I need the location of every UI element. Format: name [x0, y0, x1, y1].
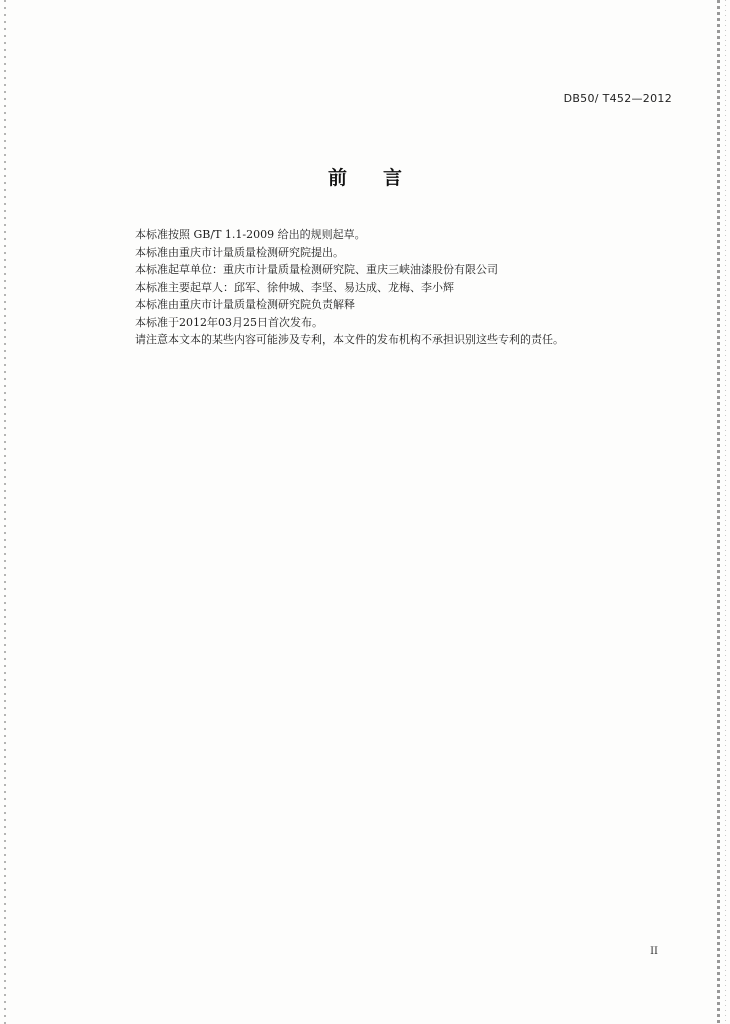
foreword-line-drafting-units: 本标准起草单位：重庆市计量质量检测研究院、重庆三峡油漆股份有限公司 — [135, 263, 498, 276]
foreword-line-proposer: 本标准由重庆市计量质量检测研究院提出。 — [135, 245, 344, 259]
page-title: 前言 — [327, 167, 438, 189]
page-number: II — [650, 946, 658, 957]
foreword-line-publish-date: 本标准于2012年03月25日首次发布。 — [135, 315, 323, 329]
foreword-body — [135, 226, 655, 349]
scan-edge-left — [4, 0, 6, 1024]
foreword-line-drafting-rules: 本标准按照 GB/T 1.1-2009 给出的规则起草。 — [135, 228, 366, 241]
scan-edge-right-inner — [725, 0, 726, 1024]
foreword-line-interpretation: 本标准由重庆市计量质量检测研究院负责解释 — [135, 298, 355, 311]
foreword-line-drafters: 本标准主要起草人：邱军、徐仲城、李坚、易达成、龙梅、李小辉 — [135, 280, 454, 294]
foreword-line-patent-notice: 请注意本文本的某些内容可能涉及专利，本文件的发布机构不承担识别这些专利的责任。 — [135, 333, 564, 346]
document-code: DB50/ T452—2012 — [563, 92, 672, 105]
scan-edge-right — [717, 0, 720, 1024]
